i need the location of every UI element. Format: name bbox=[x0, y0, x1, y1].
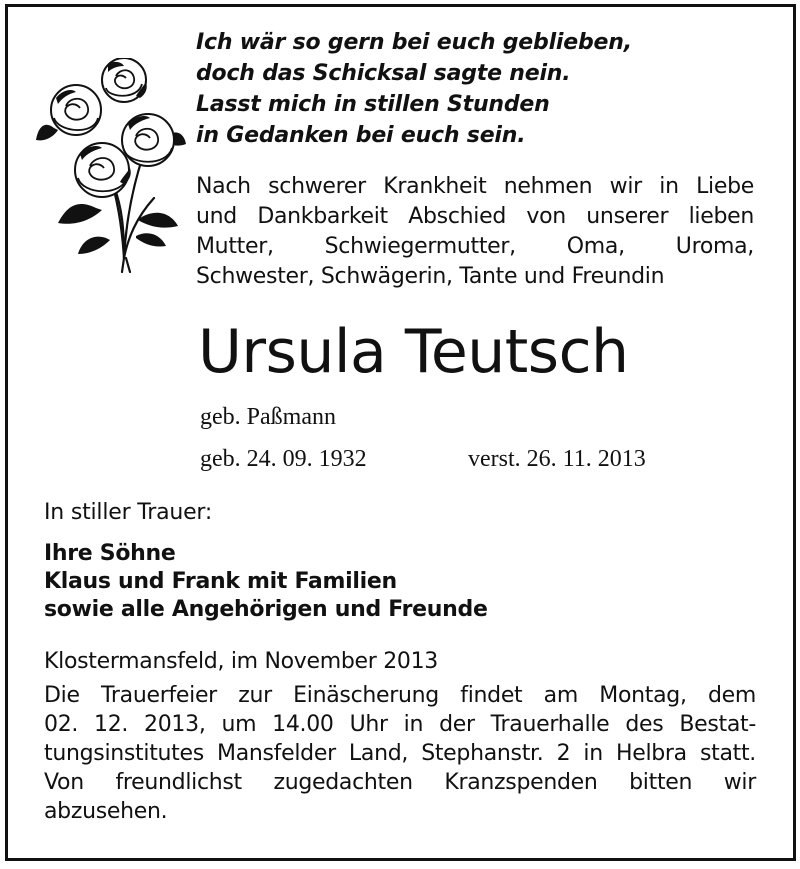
intro-line: und Dankbarkeit Abschied von unserer lieben bbox=[196, 204, 754, 229]
intro-line: Nach schwerer Krankheit nehmen wir in Liebe bbox=[196, 174, 754, 199]
mourner-line: Ihre Söhne bbox=[44, 541, 176, 566]
birth-date: geb. 24. 09. 1932 bbox=[200, 446, 367, 472]
service-line: Die Trauerfeier zur Einäscherung findet am Montag, dem bbox=[44, 683, 756, 708]
service-line: 02. 12. 2013, um 14.00 Uhr in der Trauerhalle des Bestat- bbox=[44, 712, 756, 737]
service-line: tungsinstitutes Mansfelder Land, Stephanstr. 2 in Helbra statt. bbox=[44, 741, 756, 766]
service-line: abzusehen. bbox=[44, 799, 168, 824]
maiden-name: geb. Paßmann bbox=[200, 404, 336, 430]
mourning-label: In stiller Trauer: bbox=[44, 500, 213, 525]
mourner-line: Klaus und Frank mit Familien bbox=[44, 569, 397, 594]
mourners-list bbox=[44, 540, 488, 624]
poem-line: in Gedanken bei euch sein. bbox=[196, 123, 526, 148]
service-notice bbox=[44, 681, 756, 826]
deceased-name: Ursula Teutsch bbox=[198, 317, 629, 387]
service-line: Von freundlichst zugedachten Kranzspenden bitten wir bbox=[44, 770, 756, 795]
poem-verse bbox=[196, 27, 756, 151]
poem-line: Ich wär so gern bei euch geblieben, bbox=[196, 30, 632, 55]
poem-line: doch das Schicksal sagte nein. bbox=[196, 61, 571, 86]
intro-line: Mutter, Schwiegermutter, Oma, Uroma, bbox=[196, 234, 754, 259]
poem-line: Lasst mich in stillen Stunden bbox=[196, 92, 550, 117]
mourner-line: sowie alle Angehörigen und Freunde bbox=[44, 597, 488, 622]
place-and-date: Klostermansfeld, im November 2013 bbox=[44, 649, 439, 674]
roses-icon bbox=[36, 58, 186, 278]
intro-line: Schwester, Schwägerin, Tante und Freundin bbox=[196, 264, 665, 289]
intro-text bbox=[196, 172, 754, 292]
death-date: verst. 26. 11. 2013 bbox=[468, 446, 646, 472]
life-dates bbox=[200, 444, 646, 474]
